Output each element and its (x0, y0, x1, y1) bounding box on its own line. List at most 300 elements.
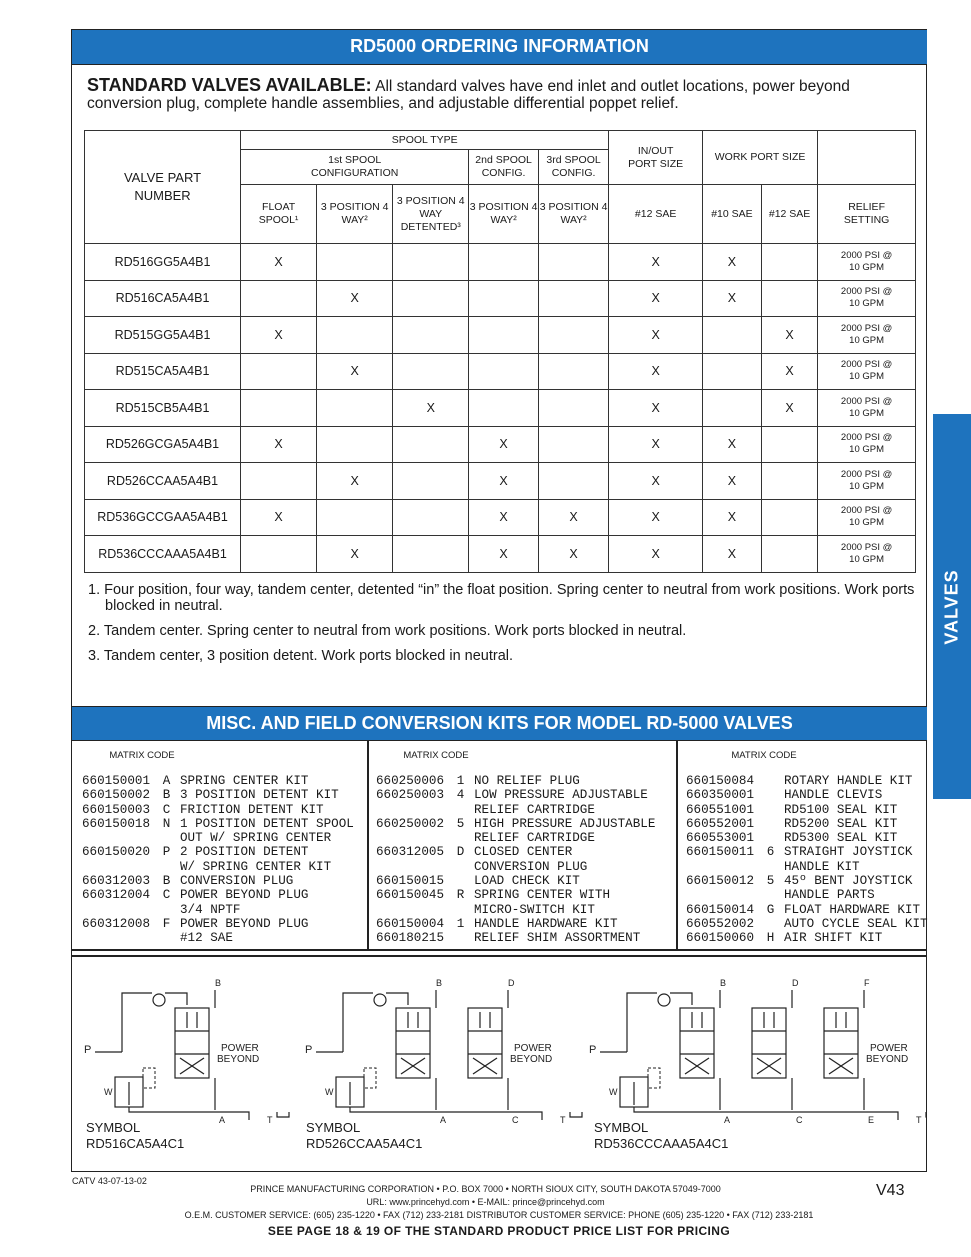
option-cell (393, 463, 469, 500)
header-third-3pos: 3 POSITION 4 WAY² (538, 185, 608, 244)
kit-description: LOW PRESSURE ADJUSTABLE RELIEF CARTRIDGE (474, 788, 648, 817)
ordering-info-banner: RD5000 ORDERING INFORMATION (72, 30, 927, 65)
header-second-spool: 2nd SPOOL CONFIG. (469, 150, 539, 185)
kit-description: RD5200 SEAL KIT (784, 816, 898, 831)
option-cell: X (761, 317, 817, 354)
footnote-3: 3. Tandem center, 3 position detent. Work ports blocked in neutral. (88, 648, 514, 664)
work-port-label: B (215, 978, 222, 988)
relief-cell: 2000 PSI @ 10 GPM (818, 499, 916, 536)
kit-description: AUTO CYCLE SEAL KIT (784, 916, 928, 931)
kit-part-number: 660150011 (686, 845, 755, 860)
intro-text: All standard valves have end inlet and outlet locations, power beyond conversion plug, complete handle assemblies, and adjustable differential poppet relief. (87, 78, 850, 112)
header-float-spool: FLOAT SPOOL¹ (241, 185, 317, 244)
kit-matrix-code: G (766, 902, 775, 917)
kit-part-number: 660150015 (376, 874, 445, 889)
relief-cell: 2000 PSI @ 10 GPM (818, 536, 916, 573)
header-inout-12sae: #12 SAE (609, 185, 703, 244)
kits-column-1 (82, 750, 354, 946)
kit-description: RD5100 SEAL KIT (784, 802, 898, 817)
option-cell: X (469, 536, 539, 573)
spool-body (680, 1008, 714, 1078)
kit-description: LOAD CHECK KIT (474, 874, 580, 889)
relief-cell: 2000 PSI @ 10 GPM (818, 463, 916, 500)
kit-part-number: 660150002 (82, 788, 151, 803)
header-first-spool: 1st SPOOL CONFIGURATION (241, 150, 469, 185)
matrix-code-header: MATRIX CODE (109, 750, 175, 761)
kit-description: HANDLE HARDWARE KIT (474, 916, 618, 931)
symbol-3-caption (594, 1120, 728, 1152)
kit-description: SPRING CENTER WITH MICRO-SWITCH KIT (474, 888, 611, 917)
relief-cell: 2000 PSI @ 10 GPM (818, 426, 916, 463)
option-cell: X (609, 244, 703, 281)
company-address: PRINCE MANUFACTURING CORPORATION • P.O. BOX 7000 • NORTH SIOUX CITY, SOUTH DAKOTA 57049-7000 (250, 1184, 721, 1194)
option-cell: X (702, 426, 761, 463)
kit-item (376, 845, 655, 874)
part-number-cell: RD515CB5A4B1 (85, 390, 241, 427)
part-number-cell: RD526CCAA5A4B1 (85, 463, 241, 500)
kits-bottom-rule (72, 949, 927, 951)
kit-matrix-code: N (162, 816, 171, 831)
header-valve-part-number: VALVE PART NUMBER (85, 131, 241, 244)
order-table-body (85, 244, 916, 573)
table-row (85, 353, 916, 390)
header-spool-type: SPOOL TYPE (241, 131, 609, 150)
kit-item (376, 788, 655, 817)
kit-item (686, 917, 928, 931)
kit-item (376, 917, 655, 931)
power-beyond-label: POWER (514, 1043, 552, 1054)
symbol-model: RD516CA5A4C1 (86, 1136, 185, 1151)
kit-item (82, 888, 354, 917)
kit-matrix-code: B (162, 874, 171, 889)
kit-part-number: 660150020 (82, 845, 151, 860)
valve-ordering-table (84, 130, 916, 573)
kit-matrix-code (763, 831, 778, 845)
option-cell (469, 280, 539, 317)
kit-description: FLOAT HARDWARE KIT (784, 902, 921, 917)
option-cell (702, 353, 761, 390)
kit-matrix-code (763, 788, 778, 802)
company-web: URL: www.princehyd.com • E-MAIL: prince@princehyd.com (366, 1197, 605, 1207)
part-number-cell: RD536CCCAAA5A4B1 (85, 536, 241, 573)
option-cell (393, 426, 469, 463)
kit-description: 1 POSITION DETENT SPOOL OUT W/ SPRING CENTER (180, 816, 354, 846)
symbol-model: RD536CCCAAA5A4C1 (594, 1136, 729, 1151)
option-cell: X (702, 499, 761, 536)
kit-description: CLOSED CENTER CONVERSION PLUG (474, 845, 588, 874)
intro-lead: STANDARD VALVES AVAILABLE: (87, 75, 372, 95)
kit-part-number: 660150004 (376, 916, 445, 931)
symbol-label: SYMBOL (306, 1120, 361, 1135)
option-cell (761, 244, 817, 281)
kit-matrix-code (453, 931, 468, 945)
kit-item (686, 774, 928, 788)
relief-cell: 2000 PSI @ 10 GPM (818, 317, 916, 354)
kit-part-number: 660312004 (82, 888, 151, 903)
kit-part-number: 660150003 (82, 802, 151, 817)
kit-item (376, 817, 655, 846)
kit-item (686, 831, 928, 845)
relief-cell: 2000 PSI @ 10 GPM (818, 280, 916, 317)
kit-part-number: 660250006 (376, 774, 445, 788)
header-inout-port: IN/OUT PORT SIZE (609, 131, 703, 185)
header-work-port: WORK PORT SIZE (702, 131, 817, 185)
header-work-10sae: #10 SAE (702, 185, 761, 244)
option-cell: X (609, 280, 703, 317)
kit-part-number: 660250002 (376, 816, 445, 831)
check-valve-symbol (658, 994, 670, 1006)
option-cell (538, 353, 608, 390)
option-cell (317, 317, 393, 354)
option-cell (538, 390, 608, 427)
spool-body (396, 1008, 430, 1078)
kit-part-number: 660150060 (686, 931, 755, 946)
port-p-label: P (589, 1044, 597, 1056)
kit-item (686, 788, 928, 802)
table-row (85, 463, 916, 500)
option-cell: X (241, 426, 317, 463)
kits-column-3 (686, 750, 928, 946)
kit-list (82, 774, 354, 946)
option-cell: X (609, 426, 703, 463)
kit-description: RELIEF SHIM ASSORTMENT (474, 931, 641, 946)
kits-column-2 (376, 750, 655, 946)
kit-item (376, 774, 655, 788)
symbol-label: SYMBOL (594, 1120, 649, 1135)
check-valve-symbol (153, 994, 165, 1006)
kit-item (376, 931, 655, 945)
kit-part-number: 660552002 (686, 916, 755, 931)
kit-part-number: 660312008 (82, 916, 151, 931)
supply-line (386, 993, 408, 1005)
option-cell (469, 390, 539, 427)
footnote-1: 1. Four position, four way, tandem center, detented “in” the float position. Spring center to neutral from work positions. Work ports blocked in neutral. (88, 582, 915, 614)
header-third-spool: 3rd SPOOL CONFIG. (538, 150, 608, 185)
work-port-label: B (436, 978, 443, 988)
kit-item (686, 803, 928, 817)
option-cell (393, 317, 469, 354)
kit-list (686, 774, 928, 946)
kit-description: STRAIGHT JOYSTICK HANDLE KIT (784, 845, 913, 874)
header-3pos-detented: 3 POSITION 4 WAY DETENTED³ (393, 185, 469, 244)
port-w-label: W (325, 1087, 334, 1097)
power-beyond-label: POWER (870, 1043, 908, 1054)
option-cell: X (702, 280, 761, 317)
footnote-2: 2. Tandem center. Spring center to neutral from work positions. Work ports blocked in neutral. (88, 623, 687, 639)
option-cell (317, 499, 393, 536)
option-cell: X (469, 499, 539, 536)
kit-item (82, 803, 354, 817)
matrix-code-header: MATRIX CODE (403, 750, 469, 761)
part-number-cell: RD526GCGA5A4B1 (85, 426, 241, 463)
kit-description: HIGH PRESSURE ADJUSTABLE RELIEF CARTRIDGE (474, 816, 656, 846)
option-cell: X (241, 317, 317, 354)
option-cell: X (538, 499, 608, 536)
check-valve-symbol (374, 994, 386, 1006)
relief-line (627, 993, 657, 1052)
table-row (85, 280, 916, 317)
option-cell (393, 280, 469, 317)
tank-symbol (277, 1112, 289, 1117)
power-beyond-label: POWER (221, 1043, 259, 1054)
option-cell: X (241, 244, 317, 281)
option-cell (241, 390, 317, 427)
pilot-line (143, 1068, 155, 1088)
kit-item (82, 917, 354, 946)
kits-banner: MISC. AND FIELD CONVERSION KITS FOR MODEL RD-5000 VALVES (72, 706, 927, 741)
matrix-code-header: MATRIX CODE (731, 750, 797, 761)
part-number-cell: RD515CA5A4B1 (85, 353, 241, 390)
relief-cell: 2000 PSI @ 10 GPM (818, 390, 916, 427)
kit-matrix-code (453, 874, 468, 888)
option-cell (241, 353, 317, 390)
work-port-label: D (792, 978, 799, 988)
kit-item (82, 788, 354, 802)
kit-description: ROTARY HANDLE KIT (784, 774, 913, 788)
table-row (85, 317, 916, 354)
port-w-label: W (104, 1087, 113, 1097)
port-p-label: P (305, 1044, 313, 1056)
option-cell: X (702, 244, 761, 281)
kit-matrix-code: 1 (456, 916, 465, 931)
kit-matrix-code: D (456, 845, 465, 860)
work-port-label: E (868, 1115, 875, 1125)
kit-item (686, 817, 928, 831)
option-cell: X (317, 280, 393, 317)
port-p-label: P (84, 1044, 92, 1056)
kit-part-number: 660180215 (376, 931, 445, 946)
kit-part-number: 660312005 (376, 845, 445, 860)
option-cell (761, 280, 817, 317)
kit-item (82, 874, 354, 888)
kit-part-number: 660150001 (82, 774, 151, 788)
kit-item (82, 817, 354, 846)
kit-item (686, 903, 928, 917)
option-cell: X (317, 353, 393, 390)
kit-part-number: 660312003 (82, 874, 151, 889)
work-port-label: B (720, 978, 727, 988)
option-cell: X (702, 463, 761, 500)
kit-part-number: 660553001 (686, 831, 755, 846)
kit-description: FRICTION DETENT KIT (180, 802, 324, 817)
kit-description: CONVERSION PLUG (180, 874, 294, 889)
kit-part-number: 660150084 (686, 774, 755, 788)
part-number-cell: RD516GG5A4B1 (85, 244, 241, 281)
option-cell (241, 280, 317, 317)
relief-cell: 2000 PSI @ 10 GPM (818, 244, 916, 281)
tank-symbol (570, 1112, 582, 1117)
spool-body (175, 1008, 209, 1078)
option-cell (241, 463, 317, 500)
kit-list (376, 774, 655, 946)
option-cell: X (609, 499, 703, 536)
option-cell: X (609, 536, 703, 573)
relief-line (122, 993, 152, 1052)
kits-divider-1 (367, 741, 369, 949)
header-relief-setting: RELIEF SETTING (818, 185, 916, 244)
kit-item (82, 845, 354, 874)
option-cell (469, 244, 539, 281)
option-cell (393, 353, 469, 390)
kit-matrix-code: 5 (456, 816, 465, 831)
option-cell (317, 390, 393, 427)
option-cell: X (393, 390, 469, 427)
option-cell (761, 463, 817, 500)
kit-part-number: 660150018 (82, 816, 151, 831)
relief-line (343, 993, 373, 1052)
kit-matrix-code: 6 (766, 845, 775, 860)
kit-matrix-code: 5 (766, 874, 775, 889)
kit-matrix-code: H (766, 931, 775, 946)
kit-part-number: 660150012 (686, 874, 755, 889)
option-cell (538, 280, 608, 317)
page-number: V43 (876, 1182, 905, 1199)
kit-item (376, 888, 655, 917)
kit-matrix-code: P (162, 845, 171, 860)
footnotes (88, 582, 918, 673)
kit-part-number: 660250003 (376, 788, 445, 803)
kit-description: AIR SHIFT KIT (784, 931, 883, 946)
option-cell: X (538, 536, 608, 573)
option-cell (241, 536, 317, 573)
option-cell (702, 317, 761, 354)
option-cell (538, 317, 608, 354)
power-beyond-label: BEYOND (510, 1054, 553, 1065)
option-cell: X (317, 536, 393, 573)
port-t-label: T (560, 1115, 566, 1125)
option-cell (538, 426, 608, 463)
option-cell: X (609, 317, 703, 354)
kit-item (686, 874, 928, 903)
kit-description: HANDLE CLEVIS (784, 788, 883, 803)
kit-part-number: 660552001 (686, 816, 755, 831)
work-port-label: A (440, 1115, 447, 1125)
tank-line (634, 1107, 898, 1120)
part-number-cell: RD516CA5A4B1 (85, 280, 241, 317)
kit-matrix-code: 4 (456, 788, 465, 803)
tank-symbol (926, 1112, 927, 1117)
kit-matrix-code: C (162, 888, 171, 903)
table-row (85, 536, 916, 573)
work-port-label: D (508, 978, 515, 988)
kits-divider-2 (676, 741, 678, 949)
power-beyond-label: BEYOND (217, 1054, 260, 1065)
relief-cell: 2000 PSI @ 10 GPM (818, 353, 916, 390)
work-port-label: C (796, 1115, 803, 1125)
kit-description: SPRING CENTER KIT (180, 774, 309, 788)
table-row (85, 499, 916, 536)
kit-matrix-code (763, 817, 778, 831)
kit-description: NO RELIEF PLUG (474, 774, 580, 788)
pilot-line (364, 1068, 376, 1088)
table-row (85, 426, 916, 463)
kit-part-number: 660350001 (686, 788, 755, 803)
option-cell: X (241, 499, 317, 536)
option-cell (469, 353, 539, 390)
option-cell (393, 536, 469, 573)
option-cell: X (469, 426, 539, 463)
catalog-code: CATV 43-07-13-02 (72, 1176, 147, 1186)
header-relief-blank (818, 131, 916, 185)
option-cell: X (469, 463, 539, 500)
option-cell: X (761, 353, 817, 390)
kit-matrix-code (763, 774, 778, 788)
option-cell: X (609, 463, 703, 500)
option-cell (702, 390, 761, 427)
part-number-cell: RD536GCCGAA5A4B1 (85, 499, 241, 536)
customer-service: O.E.M. CUSTOMER SERVICE: (605) 235-1220 • FAX (712) 233-2181 DISTRIBUTOR CUSTOMER SERVICE: PHONE (605) 235-1220 • FAX (712) 233-2181 (184, 1210, 814, 1220)
kit-matrix-code (763, 803, 778, 817)
supply-line (670, 993, 692, 1005)
kit-part-number: 660150014 (686, 902, 755, 917)
kit-part-number: 660150045 (376, 888, 445, 903)
spool-body (468, 1008, 502, 1078)
kit-matrix-code (763, 917, 778, 931)
option-cell (317, 244, 393, 281)
option-cell (538, 463, 608, 500)
kit-description: 45º BENT JOYSTICK HANDLE PARTS (784, 874, 913, 903)
kit-item (686, 845, 928, 874)
table-row (85, 390, 916, 427)
symbols-top-rule (72, 955, 927, 957)
symbol-2-caption (306, 1120, 422, 1152)
option-cell (317, 426, 393, 463)
symbol-1-caption (86, 1120, 184, 1152)
option-cell (393, 244, 469, 281)
option-cell: X (702, 536, 761, 573)
work-port-label: A (724, 1115, 731, 1125)
option-cell (761, 536, 817, 573)
header-3pos-4way: 3 POSITION 4 WAY² (317, 185, 393, 244)
work-port-label: C (512, 1115, 519, 1125)
kit-matrix-code: B (162, 788, 171, 803)
option-cell: X (609, 353, 703, 390)
kit-matrix-code: F (162, 916, 171, 931)
option-cell (469, 317, 539, 354)
kit-description: 3 POSITION DETENT KIT (180, 788, 339, 803)
kit-description: RD5300 SEAL KIT (784, 831, 898, 846)
port-t-label: T (267, 1115, 273, 1125)
table-row (85, 244, 916, 281)
spool-body (752, 1008, 786, 1078)
kit-matrix-code: A (162, 774, 171, 788)
option-cell (761, 499, 817, 536)
work-port-label: A (219, 1115, 226, 1125)
option-cell: X (609, 390, 703, 427)
kit-matrix-code: C (162, 802, 171, 817)
header-work-12sae: #12 SAE (761, 185, 817, 244)
port-t-label: T (916, 1115, 922, 1125)
valves-side-tab[interactable] (933, 414, 971, 799)
option-cell (393, 499, 469, 536)
option-cell (761, 426, 817, 463)
tank-line (129, 1107, 249, 1120)
symbol-label: SYMBOL (86, 1120, 141, 1135)
kit-description: POWER BEYOND PLUG 3/4 NPTF (180, 888, 309, 917)
option-cell: X (317, 463, 393, 500)
kit-description: 2 POSITION DETENT W/ SPRING CENTER KIT (180, 845, 332, 874)
kit-description: POWER BEYOND PLUG #12 SAE (180, 916, 309, 946)
part-number-cell: RD515GG5A4B1 (85, 317, 241, 354)
symbol-model: RD526CCAA5A4C1 (306, 1136, 423, 1151)
pilot-line (648, 1068, 660, 1088)
option-cell (538, 244, 608, 281)
supply-line (165, 993, 187, 1005)
kit-item (686, 931, 928, 945)
intro-paragraph (87, 77, 907, 112)
kit-item (376, 874, 655, 888)
valves-tab-label: VALVES (941, 568, 962, 645)
